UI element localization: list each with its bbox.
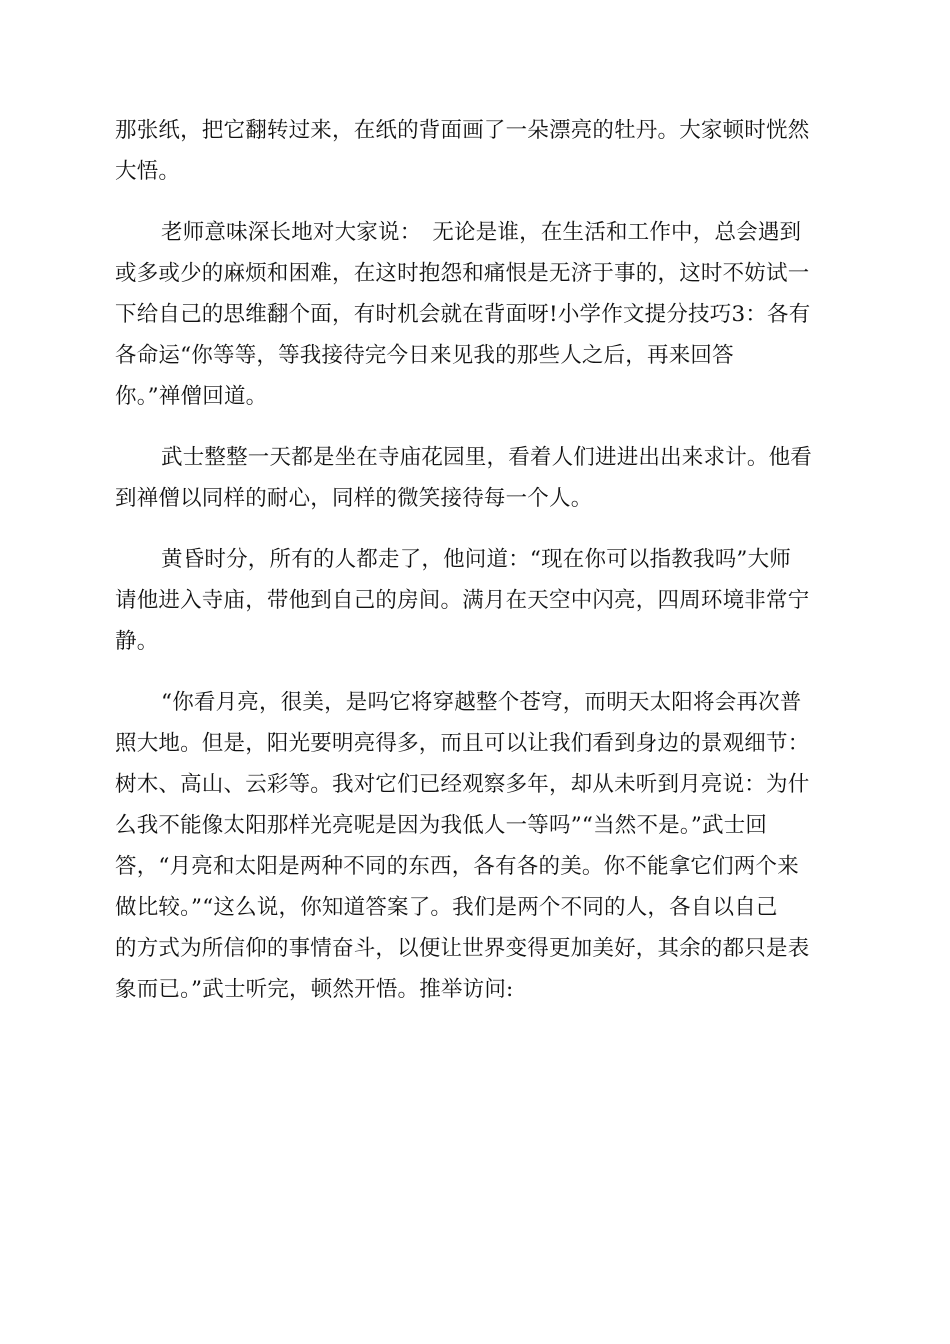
paragraph-4 [115,539,835,662]
text-line: 大悟。 [115,159,181,184]
text-line: 老师意味深长地对大家说： 无论是谁，在生活和工作中，总会遇到 [161,220,802,245]
text-line: 么我不能像太阳那样光亮呢是因为我低人一等吗”“当然不是。”武士回 [115,813,768,838]
text-line: 到禅僧以同样的耐心，同样的微笑接待每一个人。 [115,486,593,511]
text-line: 那张纸，把它翻转过来，在纸的背面画了一朵漂亮的牡丹。大家顿时恍然 [115,118,810,143]
paragraph-1 [115,110,835,192]
text-line: 各命运“你等等，等我接待完今日来见我的那些人之后，再来回答 [115,343,734,368]
text-line: 静。 [115,629,159,654]
text-line: 武士整整一天都是坐在寺庙花园里，看着人们进进出出来求计。他看 [161,445,813,470]
text-line: “你看月亮，很美，是吗它将穿越整个苍穹，而明天太阳将会再次普 [161,690,802,715]
text-line: 的方式为所信仰的事情奋斗，以便让世界变得更加美好，其余的都只是表 [115,936,810,961]
paragraph-5 [115,682,835,1010]
text-line: 你。”禅僧回道。 [115,384,268,409]
paragraph-2 [115,212,835,417]
document-body [115,110,835,1030]
text-line: 答，“月亮和太阳是两种不同的东西，各有各的美。你不能拿它们两个来 [115,854,799,879]
text-line: 树木、高山、云彩等。我对它们已经观察多年，却从未听到月亮说：为什 [115,772,810,797]
text-line: 照大地。但是，阳光要明亮得多，而且可以让我们看到身边的景观细节： [115,731,810,756]
text-line: 下给自己的思维翻个面，有时机会就在背面呀!小学作文提分技巧3：各有 [115,302,811,327]
text-line: 象而已。”武士听完，顿然开悟。推举访问: [115,977,514,1002]
text-line: 做比较。”“这么说，你知道答案了。我们是两个不同的人，各自以自己 [115,895,778,920]
paragraph-3 [115,437,835,519]
text-line: 或多或少的麻烦和困难，在这时抱怨和痛恨是无济于事的，这时不妨试一 [115,261,810,286]
text-line: 请他进入寺庙，带他到自己的房间。满月在天空中闪亮，四周环境非常宁 [115,588,810,613]
text-line: 黄昏时分，所有的人都走了，他问道：“现在你可以指教我吗”大师 [161,547,791,572]
